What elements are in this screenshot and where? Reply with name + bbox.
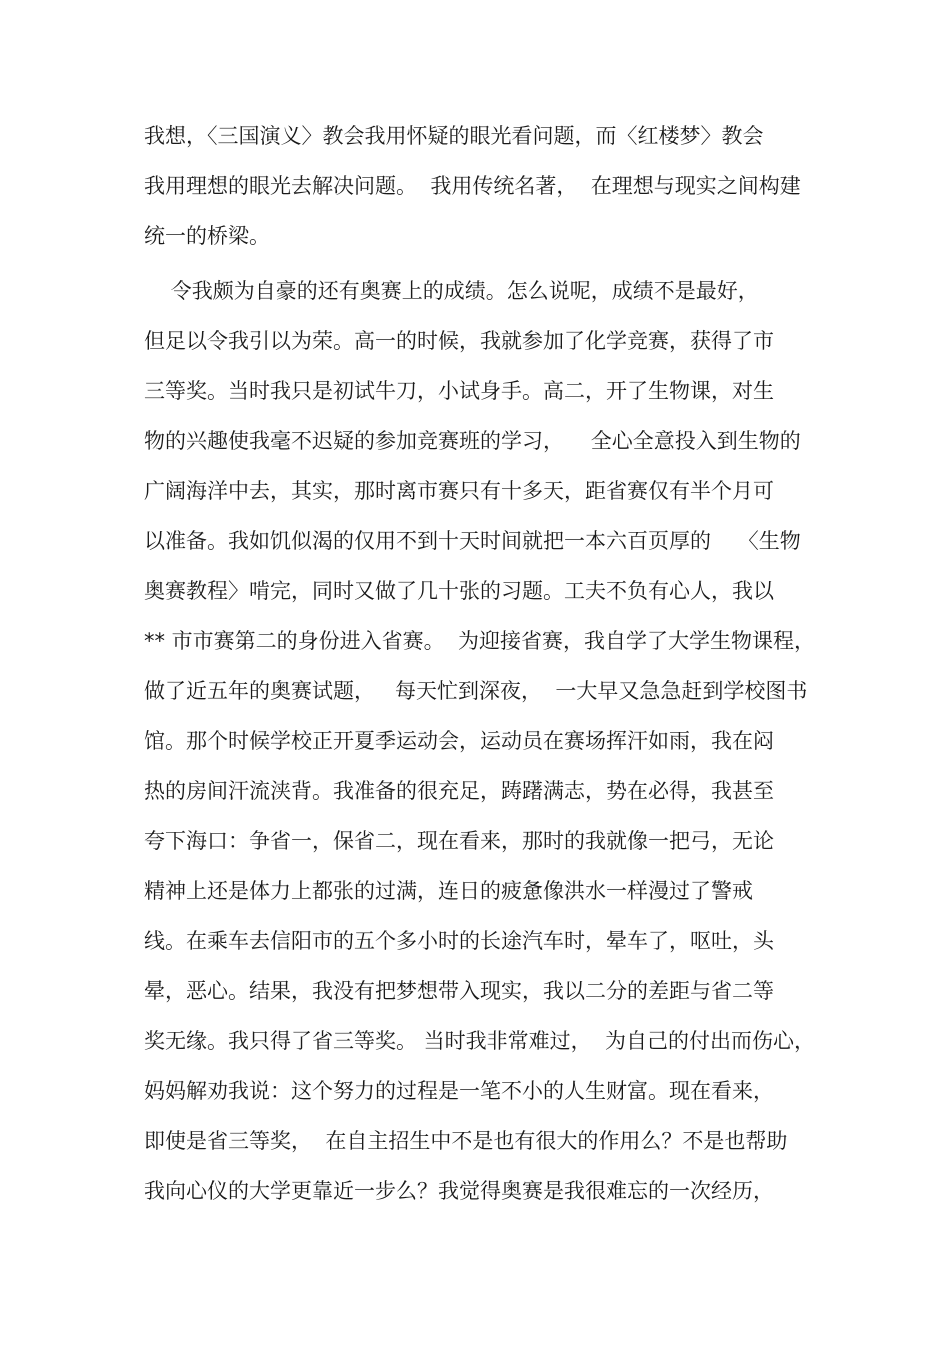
text-line: 我向心仪的大学更靠近一步么？我觉得奥赛是我很难忘的一次经历， — [144, 1179, 774, 1203]
text-line: ** 市市赛第二的身份进入省赛。 为迎接省赛，我自学了大学生物课程， — [144, 629, 816, 653]
text-line: 广阔海洋中去，其实，那时离市赛只有十多天，距省赛仅有半个月可 — [144, 479, 774, 503]
text-line: 以准备。我如饥似渴的仅用不到十天时间就把一本六百页厚的 〈生物 — [144, 529, 801, 553]
text-line: 但足以令我引以为荣。高一的时候，我就参加了化学竞赛，获得了市 — [144, 329, 774, 353]
text-line: 三等奖。当时我只是初试牛刀，小试身手。高二，开了生物课，对生 — [144, 379, 774, 403]
text-line: 做了近五年的奥赛试题， 每天忙到深夜， 一大早又急急赶到学校图书 — [144, 679, 808, 703]
text-line: 我用理想的眼光去解决问题。 我用传统名著， 在理想与现实之间构建 — [144, 174, 801, 198]
text-line: 即使是省三等奖， 在自主招生中不是也有很大的作用么？不是也帮助 — [144, 1129, 788, 1153]
text-line: 热的房间汗流浃背。我准备的很充足，踌躇满志，势在必得，我甚至 — [144, 779, 774, 803]
text-line: 统一的桥梁。 — [144, 224, 270, 248]
text-line: 我想，〈三国演义〉教会我用怀疑的眼光看问题，而〈红楼梦〉教会 — [144, 124, 764, 148]
text-line: 夸下海口：争省一，保省二，现在看来，那时的我就像一把弓，无论 — [144, 829, 774, 853]
text-line: 物的兴趣使我毫不迟疑的参加竞赛班的学习， 全心全意投入到生物的 — [144, 429, 801, 453]
text-line: 馆。那个时候学校正开夏季运动会，运动员在赛场挥汗如雨，我在闷 — [144, 729, 774, 753]
text-line: 令我颇为自豪的还有奥赛上的成绩。怎么说呢，成绩不是最好， — [144, 279, 759, 303]
text-line: 奥赛教程〉啃完，同时又做了几十张的习题。工夫不负有心人，我以 — [144, 579, 774, 603]
text-line: 奖无缘。我只得了省三等奖。 当时我非常难过， 为自己的付出而伤心， — [144, 1029, 816, 1053]
text-line: 精神上还是体力上都张的过满，连日的疲惫像洪水一样漫过了警戒 — [144, 879, 753, 903]
text-line: 妈妈解劝我说：这个努力的过程是一笔不小的人生财富。现在看来， — [144, 1079, 774, 1103]
text-line: 线。在乘车去信阳市的五个多小时的长途汽车时，晕车了，呕吐，头 — [144, 929, 774, 953]
text-line: 晕，恶心。结果，我没有把梦想带入现实，我以二分的差距与省二等 — [144, 979, 774, 1003]
